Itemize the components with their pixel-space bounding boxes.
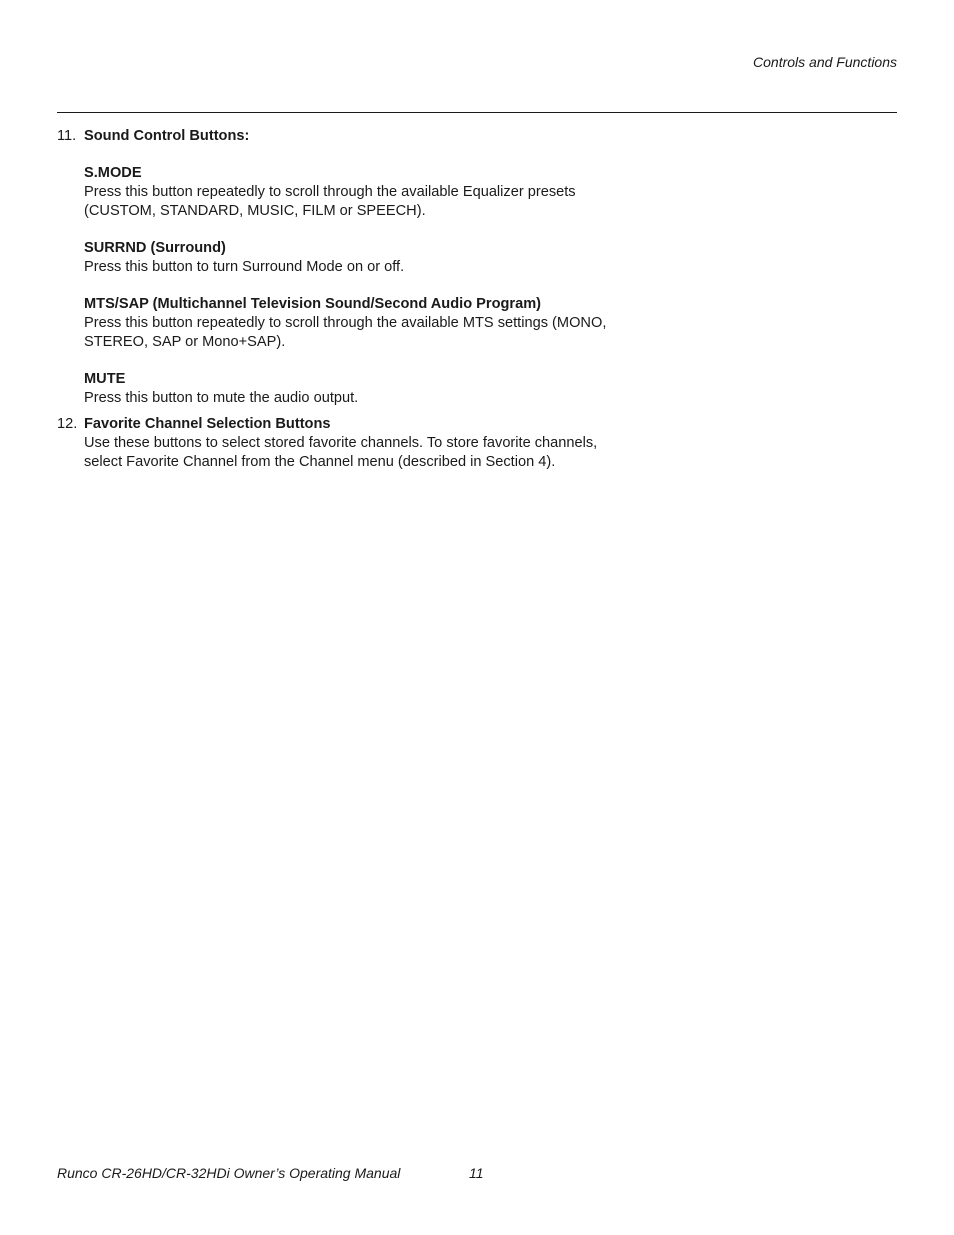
paragraph-line: Press this button repeatedly to scroll through the available Equalizer presets [84, 184, 576, 200]
header-rule [57, 112, 897, 113]
item-title: Favorite Channel Selection Buttons [84, 416, 331, 432]
subsection-heading: S.MODE [84, 165, 142, 181]
subsection-surrnd [84, 239, 657, 277]
subsection-heading: MUTE [84, 371, 126, 387]
subsection-mute [84, 370, 657, 408]
item-number: 12. [57, 416, 78, 432]
subsection-smode [84, 164, 657, 221]
paragraph-line: Press this button to mute the audio output. [84, 390, 359, 406]
page-content [57, 127, 657, 472]
paragraph-line: Use these buttons to select stored favorite channels. To store favorite channels, [84, 435, 598, 451]
subsection-heading: MTS/SAP (Multichannel Television Sound/Second Audio Program) [84, 296, 542, 312]
paragraph-line: select Favorite Channel from the Channel menu (described in Section 4). [84, 454, 556, 470]
footer-manual-title: Runco CR-26HD/CR-32HDi Owner’s Operating Manual [57, 1165, 401, 1181]
paragraph-line: (CUSTOM, STANDARD, MUSIC, FILM or SPEECH). [84, 203, 426, 219]
item-number: 11. [57, 128, 77, 144]
subsection-mts-sap [84, 295, 657, 352]
running-header: Controls and Functions [753, 54, 897, 70]
list-item-12 [57, 415, 657, 472]
paragraph-line: STEREO, SAP or Mono+SAP). [84, 334, 286, 350]
paragraph-line: Press this button to turn Surround Mode on or off. [84, 259, 405, 275]
subsection-heading: SURRND (Surround) [84, 240, 226, 256]
item-title: Sound Control Buttons: [84, 128, 250, 144]
list-item-11 [57, 127, 657, 408]
paragraph-line: Press this button repeatedly to scroll through the available MTS settings (MONO, [84, 315, 607, 331]
footer-page-number: 11 [469, 1165, 484, 1181]
